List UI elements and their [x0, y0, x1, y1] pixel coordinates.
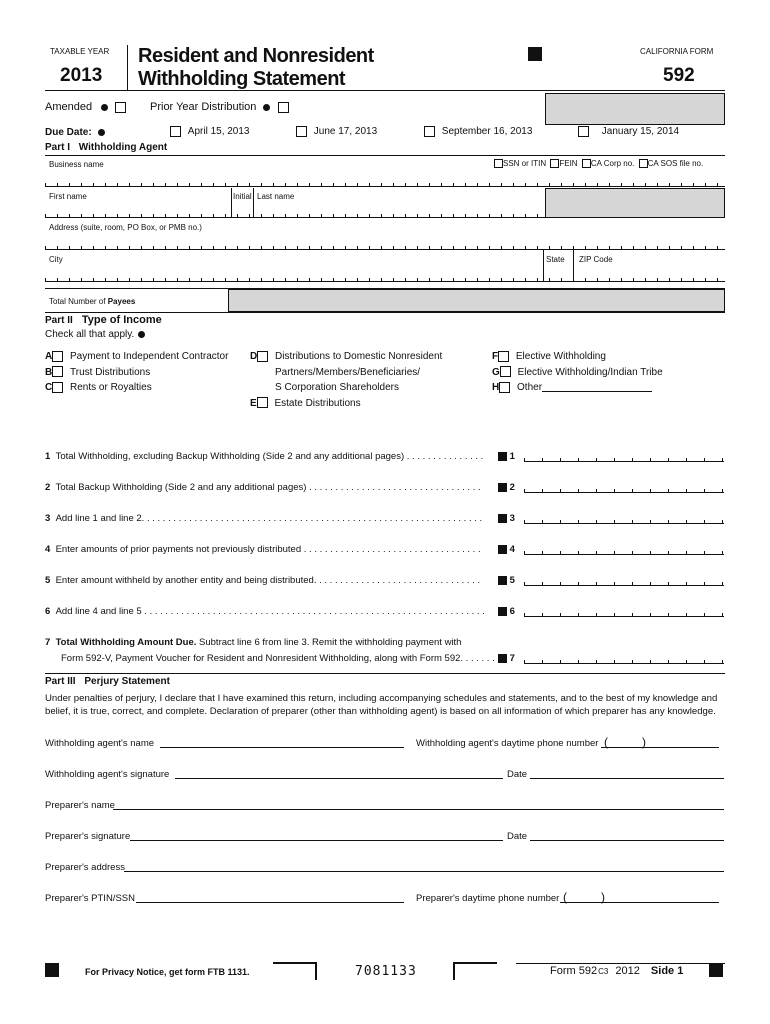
- line-6-marker: 6: [498, 606, 515, 617]
- preparer-name-label: Preparer's name: [45, 800, 115, 811]
- line-5-marker: 5: [498, 575, 515, 586]
- line-3-amount-field[interactable]: [524, 516, 724, 524]
- due-date-option-4[interactable]: January 15, 2014: [578, 126, 679, 137]
- agent-phone-field[interactable]: [601, 747, 719, 748]
- tax-year: 2013: [60, 65, 103, 86]
- id-shaded-area: [545, 188, 725, 218]
- preparer-address-field[interactable]: [124, 871, 724, 872]
- rule: [45, 155, 725, 156]
- line-4-marker: 4: [498, 544, 515, 555]
- line-4-amount-field[interactable]: [524, 547, 724, 555]
- amended-checkbox[interactable]: [115, 102, 126, 113]
- amended-row: [45, 101, 126, 113]
- due-date-option-2[interactable]: June 17, 2013: [296, 126, 377, 137]
- line-4: 4 Enter amounts of prior payments not previously distributed . . . . . . . . . . . . . . . . . . . . . . . . . . . . . . . . . .: [45, 544, 481, 555]
- bullet-icon: [98, 129, 105, 136]
- due-date-label: Due Date:: [45, 127, 105, 138]
- corner-bracket-left: [273, 962, 317, 980]
- preparer-signature-field[interactable]: [130, 840, 503, 841]
- agent-signature-field[interactable]: [175, 778, 503, 779]
- prior-year-checkbox[interactable]: [278, 102, 289, 113]
- income-type-column-1: [45, 349, 228, 396]
- preparer-ptin-field[interactable]: [136, 902, 404, 903]
- line-7-amount-field[interactable]: [524, 656, 724, 664]
- preparer-name-field[interactable]: [113, 809, 724, 810]
- footer-mark-right: [709, 963, 723, 977]
- business-name-label: Business name: [49, 160, 104, 169]
- city-label: City: [49, 255, 63, 264]
- line-3: 3 Add line 1 and line 2. . . . . . . . . . . . . . . . . . . . . . . . . . . . . . . . . . . . . . . . . . . . . . . . . . . . . . . . . . . . . . . . .: [45, 513, 483, 524]
- paren-open: (: [604, 735, 608, 749]
- paren-close: ): [642, 735, 646, 749]
- line-2-amount-field[interactable]: [524, 485, 724, 493]
- bullet-icon: [101, 104, 108, 111]
- perjury-statement: Under penalties of perjury, I declare that I have examined this return, including accompanying schedules and statements, and to the best of my knowledge and belief, it is true, correct, and complete. Declaration of preparer (other than withholding agent) is based on all information of which preparer has any knowledge.: [45, 693, 718, 717]
- income-type-d-line2: Partners/Members/Beneficiaries/: [275, 366, 421, 378]
- preparer-signature-label: Preparer's signature: [45, 831, 131, 842]
- total-payees-label: Total Number of Payees: [49, 297, 136, 306]
- line-5: 5 Enter amount withheld by another entity and being distributed. . . . . . . . . . . . . . . . . . . . . . . . . . . . . . . .: [45, 575, 481, 586]
- amended-shaded-area: [545, 93, 725, 125]
- footer-form-id: Form 592C3 2012 Side 1: [550, 965, 684, 977]
- initial-label: Initial: [233, 192, 252, 201]
- header-rule: [45, 90, 725, 91]
- form-code: 7081133: [355, 964, 417, 979]
- form-title-line2: Withholding Statement: [138, 68, 346, 90]
- preparer-address-label: Preparer's address: [45, 862, 125, 873]
- line-1-marker: 1: [498, 451, 515, 462]
- preparer-phone-field[interactable]: [560, 902, 719, 903]
- preparer-date-label: Date: [507, 831, 528, 842]
- prior-year-label: Prior Year Distribution: [150, 101, 257, 113]
- address-label: Address (suite, room, PO Box, or PMB no.): [49, 223, 202, 232]
- payees-shaded-area: [228, 289, 725, 312]
- income-type-e[interactable]: E Estate Distributions: [250, 397, 361, 409]
- agent-phone-label: Withholding agent's daytime phone number: [416, 738, 599, 749]
- last-name-label: Last name: [257, 192, 295, 201]
- taxable-year-label: TAXABLE YEAR: [50, 47, 110, 56]
- city-field[interactable]: [45, 276, 725, 282]
- preparer-ptin-label: Preparer's PTIN/SSN: [45, 893, 135, 904]
- form-title-line1: Resident and Nonresident: [138, 45, 374, 67]
- rule: [45, 673, 725, 674]
- ca-sos-checkbox[interactable]: [639, 159, 648, 168]
- line-2-marker: 2: [498, 482, 515, 493]
- agent-date-field[interactable]: [530, 778, 724, 779]
- ca-corp-checkbox[interactable]: [582, 159, 591, 168]
- rule: [516, 963, 725, 964]
- address-field[interactable]: [45, 244, 725, 250]
- due-date-option-3[interactable]: September 16, 2013: [424, 126, 532, 137]
- income-type-column-3: [492, 349, 663, 396]
- line-6: 6 Add line 4 and line 5 . . . . . . . . . . . . . . . . . . . . . . . . . . . . . . . . . . . . . . . . . . . . . . . . . . . . . . . . . . . . . . . . .: [45, 606, 485, 617]
- line-7-marker: 7: [498, 653, 515, 664]
- header-divider: [127, 45, 128, 90]
- line-3-marker: 3: [498, 513, 515, 524]
- first-name-label: First name: [49, 192, 87, 201]
- part1-heading: Part I Withholding Agent: [45, 142, 168, 153]
- income-type-a[interactable]: A Payment to Independent Contractor: [45, 351, 229, 362]
- bullet-icon: [138, 331, 145, 338]
- state-label: State: [546, 255, 565, 264]
- id-type-options: SSN or ITIN FEIN CA Corp no. CA SOS file no.: [494, 159, 703, 168]
- rule: [45, 312, 725, 313]
- business-name-field[interactable]: [45, 181, 725, 187]
- agent-signature-label: Withholding agent's signature: [45, 769, 170, 780]
- form-number: 592: [663, 65, 695, 86]
- line-7: 7 Total Withholding Amount Due. Subtract line 6 from line 3. Remit the withholding payment with: [45, 637, 462, 648]
- preparer-date-field[interactable]: [530, 840, 724, 841]
- footer-mark-left: [45, 963, 59, 977]
- agent-name-field[interactable]: [160, 747, 404, 748]
- agent-name-label: Withholding agent's name: [45, 738, 155, 749]
- income-type-column-2: [250, 349, 442, 411]
- income-type-g[interactable]: G Elective Withholding/Indian Tribe: [492, 366, 663, 378]
- part2-heading: Part II Type of Income: [45, 314, 162, 326]
- line-1-amount-field[interactable]: [524, 454, 724, 462]
- corner-bracket-right: [453, 962, 497, 980]
- line-7-continued: Form 592-V, Payment Voucher for Resident and Nonresident Withholding, along with Form 592. . . . . . .: [61, 653, 495, 664]
- part3-heading: Part III Perjury Statement: [45, 676, 170, 687]
- fein-checkbox[interactable]: [550, 159, 559, 168]
- ssn-checkbox[interactable]: [494, 159, 503, 168]
- amended-label: Amended: [45, 101, 93, 113]
- check-all-label: Check all that apply.: [45, 329, 145, 340]
- income-type-b[interactable]: B Trust Distributions: [45, 366, 151, 378]
- registration-mark: [528, 47, 542, 61]
- line-2: 2 Total Backup Withholding (Side 2 and any additional pages) . . . . . . . . . . . . . . . . . . . . . . . . . . . . . . . . .: [45, 482, 481, 493]
- zip-label: ZIP Code: [579, 255, 613, 264]
- income-type-d[interactable]: D Distributions to Domestic Nonresident: [250, 351, 443, 362]
- due-date-option-1[interactable]: April 15, 2013: [170, 126, 250, 137]
- name-field[interactable]: [45, 212, 545, 218]
- paren-open: (: [563, 890, 567, 904]
- bullet-icon: [263, 104, 270, 111]
- paren-close: ): [601, 890, 605, 904]
- income-type-c[interactable]: C Rents or Royalties: [45, 382, 152, 393]
- line-1: 1 Total Withholding, excluding Backup Withholding (Side 2 and any additional pages) . . . . . . . . . . . . . . .: [45, 451, 484, 462]
- preparer-phone-label: Preparer's daytime phone number: [416, 893, 560, 904]
- california-form-label: CALIFORNIA FORM: [640, 47, 714, 56]
- income-type-f[interactable]: F Elective Withholding: [492, 351, 606, 362]
- privacy-notice: For Privacy Notice, get form FTB 1131.: [85, 967, 250, 977]
- income-type-h[interactable]: H Other: [492, 380, 663, 396]
- line-5-amount-field[interactable]: [524, 578, 724, 586]
- income-type-d-line3: S Corporation Shareholders: [275, 382, 399, 393]
- line-6-amount-field[interactable]: [524, 609, 724, 617]
- prior-year-row: [150, 101, 289, 113]
- agent-date-label: Date: [507, 769, 528, 780]
